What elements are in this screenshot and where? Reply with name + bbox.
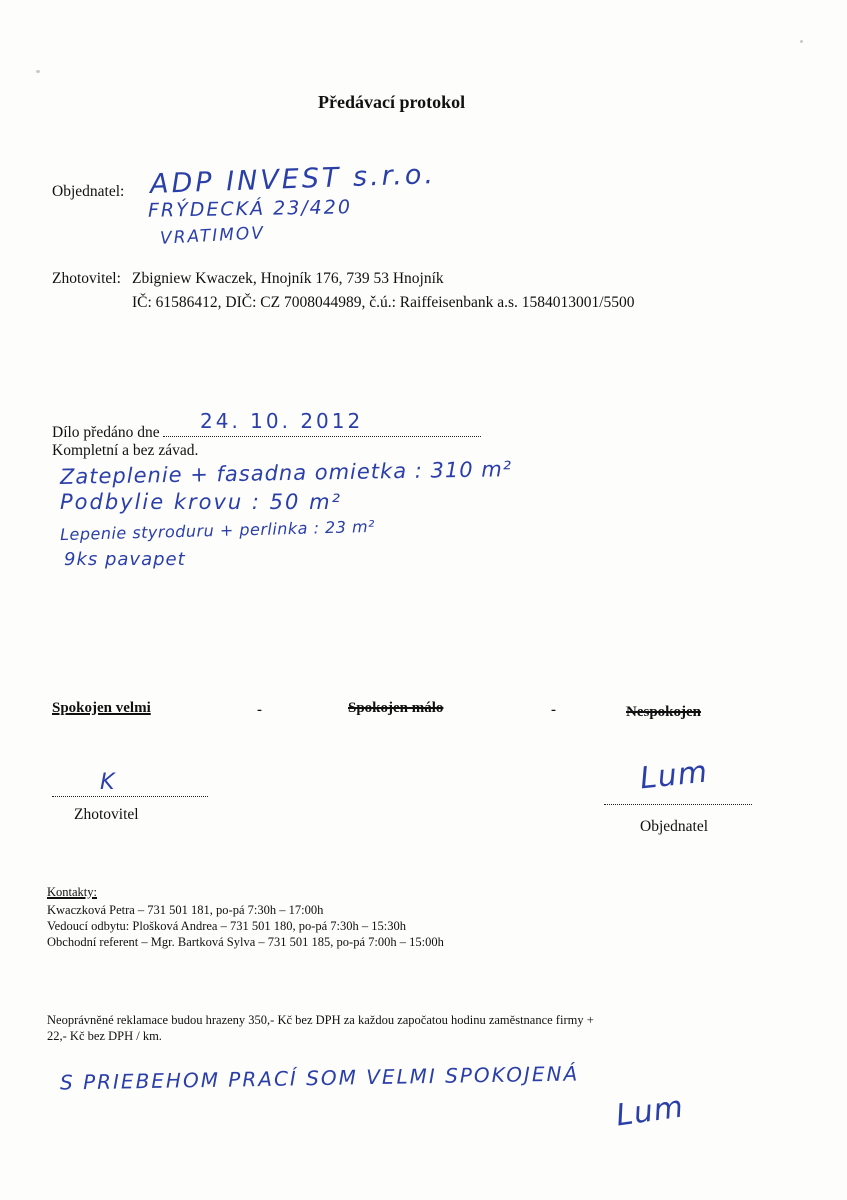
satisfaction-option-little: Spokojen málo (348, 700, 444, 716)
work-item-1: Zateplenie + fasadna omietka : 310 m² (59, 457, 513, 489)
zhotovitel-label: Zhotovitel: (52, 270, 121, 287)
right-signature-mark: Lum (638, 754, 710, 797)
complaint-notice-line1: Neoprávněné reklamace budou hrazeny 350,- Kč bez DPH za každou započatou hodinu zaměstnance firmy + (47, 1013, 594, 1027)
right-signature-label: Objednatel (640, 818, 709, 835)
work-item-3: Lepenie styroduru + perlinka : 23 m² (59, 516, 376, 545)
work-item-4: 9ks pavapet (64, 549, 186, 570)
scan-speck (800, 40, 803, 43)
complaint-notice-line2: 22,- Kč bez DPH / km. (47, 1029, 162, 1043)
satisfaction-option-very: Spokojen velmi (52, 700, 151, 716)
contact-line: Obchodní referent – Mgr. Bartková Sylva – 731 501 185, po-pá 7:00h – 15:00h (47, 935, 444, 949)
objednatel-hand-line3: VRATIMOV (159, 223, 266, 249)
satisfaction-option-not: Nespokojen (626, 704, 702, 720)
contact-line: Kwaczková Petra – 731 501 181, po-pá 7:30h – 17:00h (47, 903, 324, 917)
zhotovitel-address: Zbigniew Kwaczek, Hnojník 176, 739 53 Hnojník (132, 270, 444, 287)
scan-speck (36, 70, 40, 73)
objednatel-label: Objednatel: (52, 183, 125, 200)
satisfaction-separator: - (551, 702, 556, 718)
contact-line: Vedoucí odbytu: Plošková Andrea – 731 501 180, po-pá 7:30h – 15:30h (47, 919, 406, 933)
handover-label-text: Dílo předáno dne (52, 424, 160, 441)
left-signature-label: Zhotovitel (74, 806, 139, 823)
left-signature-mark: K (100, 770, 116, 795)
handover-date: 24. 10. 2012 (200, 409, 364, 433)
handover-status: Kompletní a bez závad. (52, 442, 199, 459)
satisfaction-separator: - (257, 702, 262, 718)
left-signature-line (52, 786, 208, 797)
contacts-heading: Kontakty: (47, 885, 97, 899)
work-item-2: Podbylie krovu : 50 m² (60, 490, 342, 514)
right-signature-line (604, 794, 752, 805)
objednatel-hand-line1: ADP INVEST s.r.o. (149, 159, 437, 200)
zhotovitel-ids: IČ: 61586412, DIČ: CZ 7008044989, č.ú.: Raiffeisenbank a.s. 1584013001/5500 (132, 294, 635, 311)
page-title: Předávací protokol (318, 92, 466, 112)
closing-handwritten-note: S PRIEBEHOM PRACÍ SOM VELMI SPOKOJENÁ (59, 1061, 580, 1095)
closing-signature: Lum (613, 1089, 687, 1134)
objednatel-hand-line2: FRÝDECKÁ 23/420 (147, 196, 353, 222)
